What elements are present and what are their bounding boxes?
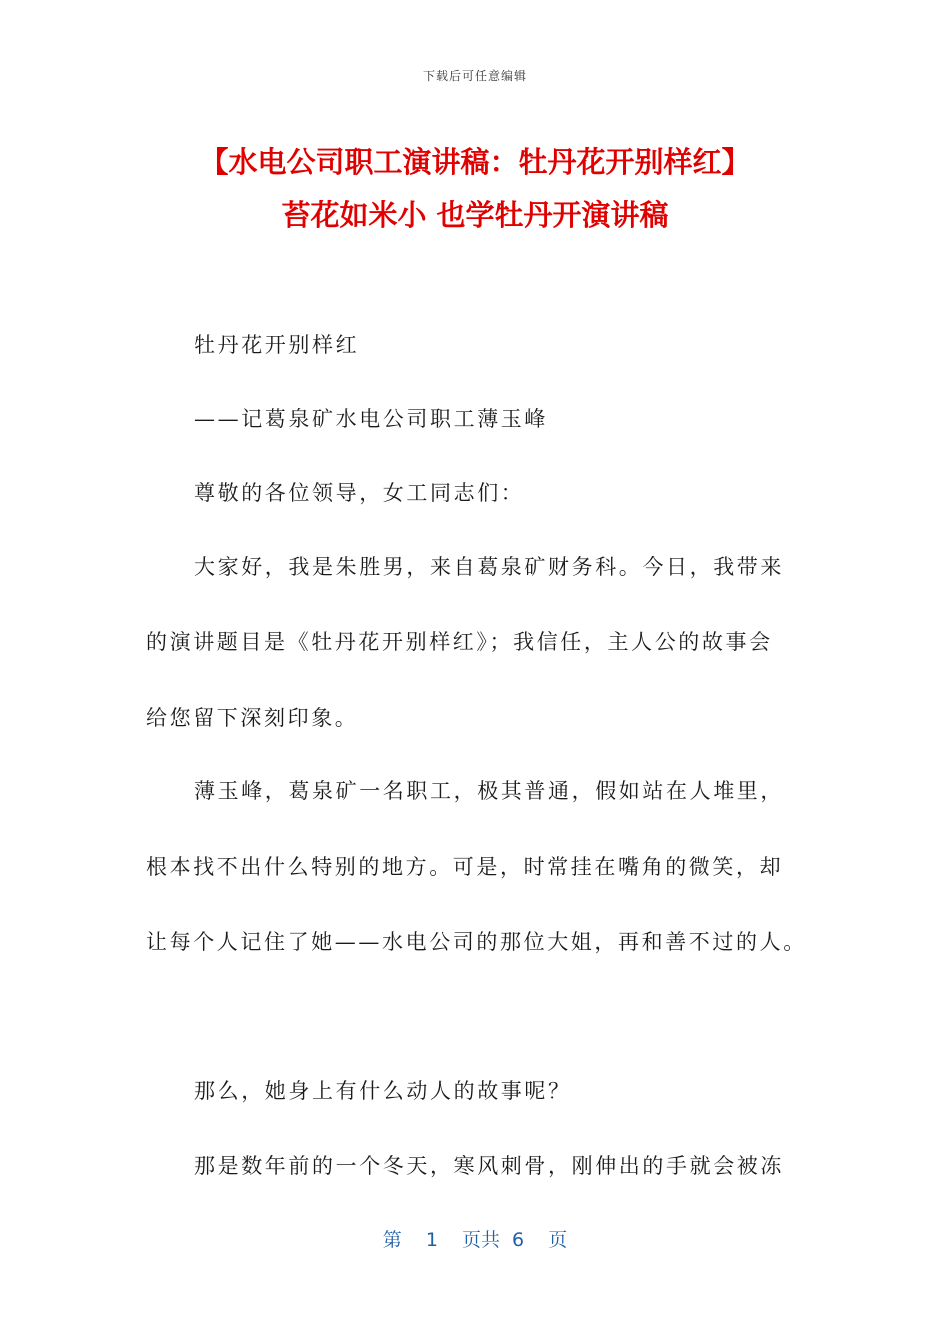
document-title-line-1: 【水电公司职工演讲稿：牡丹花开别样红】	[199, 145, 751, 179]
paragraph-line: 那么，她身上有什么动人的故事呢？	[194, 1079, 572, 1103]
paragraph-line: 的演讲题目是《牡丹花开别样红》；我信任，主人公的故事会	[146, 630, 773, 654]
paragraph-line: 大家好，我是朱胜男，来自葛泉矿财务科。今日，我带来	[194, 555, 784, 579]
page-number-footer: 第 1 页共 6 页	[382, 1229, 568, 1251]
paragraph-line: 给您留下深刻印象。	[146, 706, 359, 730]
paragraph-line: 那是数年前的一个冬天，寒风刺骨，刚伸出的手就会被冻	[194, 1154, 784, 1178]
header-note: 下载后可任意编辑	[422, 69, 527, 83]
document-title-line-2: 苔花如米小 也学牡丹开演讲稿	[281, 198, 669, 232]
paragraph-line: 根本找不出什么特别的地方。可是，时常挂在嘴角的微笑，却	[146, 855, 784, 879]
paragraph-heading: 牡丹花开别样红	[194, 333, 360, 357]
paragraph-greeting: 尊敬的各位领导，女工同志们：	[194, 481, 525, 505]
paragraph-line: 薄玉峰，葛泉矿一名职工，极其普通，假如站在人堆里，	[194, 779, 784, 803]
paragraph-subheading: ——记葛泉矿水电公司职工薄玉峰	[194, 407, 548, 431]
paragraph-line: 让每个人记住了她——水电公司的那位大姐，再和善不过的人。	[146, 930, 807, 954]
